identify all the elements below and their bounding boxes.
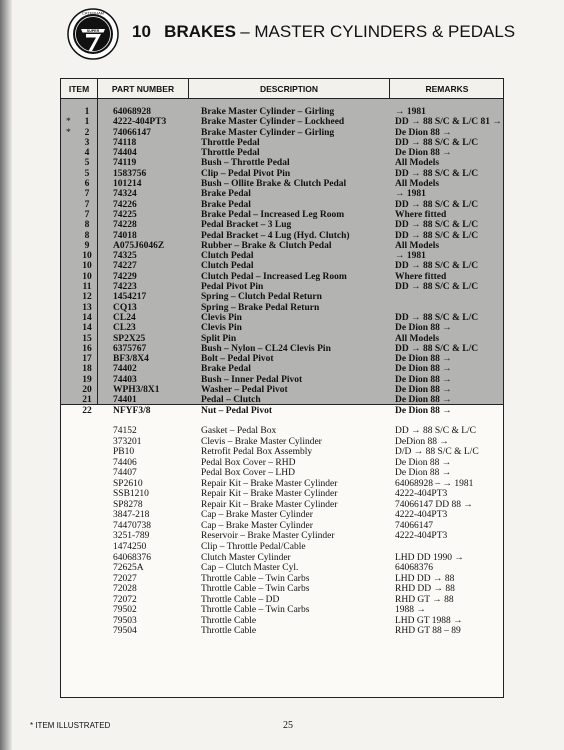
table-row (61, 605, 503, 616)
part-number: 72028 (113, 584, 137, 595)
item-number: 21 (82, 395, 92, 406)
item-number: 14 (82, 312, 92, 323)
part-number: 79503 (113, 615, 137, 626)
part-number: 373201 (113, 436, 142, 447)
remarks: 64068928 – → 1981 (395, 478, 474, 489)
item-number: 4 (84, 148, 90, 159)
description: Nut – Pedal Pivot (201, 405, 272, 416)
remarks: De Dion 88 → (395, 468, 452, 479)
part-number: 74403 (113, 374, 137, 385)
description: Bush – Throttle Pedal (201, 158, 290, 169)
table-row (61, 210, 503, 220)
remarks: De Dion 88 → (395, 395, 452, 406)
col-header-part: PART NUMBER (111, 84, 175, 94)
part-number: 74227 (113, 261, 137, 272)
item-number: 10 (82, 261, 92, 272)
remarks: → 1981 (395, 107, 426, 117)
table-row (61, 282, 503, 292)
table-header (61, 79, 503, 99)
item-number: 5 (84, 158, 90, 169)
part-number: 74401 (113, 395, 137, 406)
section-number: 10 (132, 22, 151, 41)
table-row (61, 158, 503, 168)
description: Repair Kit – Brake Master Cylinder (201, 499, 338, 510)
item-number: 2 (84, 127, 90, 138)
remarks: DD → 88 S/C & L/C (395, 343, 479, 354)
description: Washer – Pedal Pivot (201, 385, 288, 396)
description: Pedal Bracket – 3 Lug (201, 220, 292, 231)
table-row (61, 117, 503, 127)
description: Brake Master Cylinder – Lockheed (201, 117, 345, 128)
column-divider (188, 79, 189, 99)
description: Throttle Cable (201, 626, 257, 637)
table-row (61, 354, 503, 364)
part-number: 3847-218 (113, 510, 150, 521)
description: Throttle Cable (201, 615, 257, 626)
part-number: 74407 (113, 468, 137, 479)
description: Cap – Brake Master Cylinder (201, 520, 313, 531)
table-row (61, 200, 503, 210)
description: Pedal Box Cover – LHD (201, 468, 295, 479)
table-row (61, 169, 503, 179)
table-row (61, 251, 503, 261)
remarks: De Dion 88 → (395, 405, 452, 416)
remarks: DD → 88 S/C & L/C (395, 261, 479, 272)
part-number: SP8278 (113, 499, 143, 510)
item-number: 6 (84, 179, 90, 190)
part-number: WPH3/8X1 (113, 385, 160, 396)
part-number: 64068928 (113, 107, 151, 117)
part-number: PB10 (113, 447, 135, 458)
remarks: DD → 88 S/C & L/C (395, 282, 479, 293)
description: Throttle Pedal (201, 137, 260, 148)
description: Bush – Inner Pedal Pivot (201, 374, 303, 385)
item-number: 5 (84, 168, 90, 179)
remarks: Where fitted (395, 209, 447, 220)
part-number: 79502 (113, 605, 137, 616)
remarks: → 1981 (395, 189, 426, 200)
description: Bolt – Pedal Pivot (201, 354, 274, 365)
item-number: 15 (82, 333, 92, 344)
description: Clevis – Brake Master Cylinder (201, 436, 322, 447)
part-number: 74324 (113, 189, 137, 200)
description: Reservoir – Brake Master Cylinder (201, 531, 335, 542)
table-row (61, 189, 503, 199)
remarks: 4222-404PT3 (395, 489, 448, 500)
part-number: SSB1210 (113, 489, 149, 500)
item-number: 14 (82, 323, 92, 334)
remarks: De Dion 88 → (395, 127, 452, 138)
remarks: RHD DD → 88 (395, 584, 455, 595)
remarks: De Dion 88 → (395, 374, 452, 385)
item-number: 7 (84, 209, 90, 220)
part-number: 79504 (113, 626, 137, 637)
remarks: All Models (395, 333, 440, 344)
table-row (61, 241, 503, 251)
table-row (61, 344, 503, 354)
part-number: 74229 (113, 271, 137, 282)
item-number: 18 (82, 364, 92, 375)
page-binding-shadow (0, 0, 12, 750)
remarks: 4222-404PT3 (395, 531, 448, 542)
part-number: 4222-404PT3 (113, 117, 167, 128)
remarks: DD → 88 S/C & L/C (395, 230, 479, 241)
table-row (61, 563, 503, 574)
description: Throttle Pedal (201, 148, 260, 159)
table-row (61, 489, 503, 500)
description: Brake Pedal (201, 364, 251, 375)
description: Bush – Nylon – CL24 Clevis Pin (201, 343, 331, 354)
remarks: DD → 88 S/C & L/C 81 → (395, 117, 502, 128)
col-header-item: ITEM (68, 84, 90, 94)
part-number: 101214 (113, 179, 142, 190)
table-row (61, 626, 503, 637)
description: Throttle Cable – Twin Carbs (201, 584, 310, 595)
item-number: 3 (84, 137, 90, 148)
description: Retrofit Pedal Box Assembly (201, 447, 313, 458)
description: Pedal Bracket – 4 Lug (Hyd. Clutch) (201, 230, 350, 241)
section-subtitle: – MASTER CYLINDERS & PEDALS (240, 22, 516, 41)
table-row (61, 231, 503, 241)
item-number: 22 (82, 405, 92, 416)
table-row (61, 179, 503, 189)
remarks: DD → 88 S/C & L/C (395, 168, 479, 179)
column-divider (389, 79, 390, 99)
part-number: 74228 (113, 220, 137, 231)
remarks: De Dion 88 → (395, 323, 452, 334)
description: Bush – Ollite Brake & Clutch Pedal (201, 179, 347, 190)
description: Clutch Pedal (201, 251, 254, 262)
item-number: 20 (82, 385, 92, 396)
part-number: 72027 (113, 573, 137, 584)
part-number: 74223 (113, 282, 137, 293)
description: Clutch Master Cylinder (201, 552, 291, 563)
remarks: DD → 88 S/C & L/C (395, 312, 479, 323)
logo-text-mid: SUPER (86, 29, 100, 33)
description: Spring – Brake Pedal Return (201, 302, 320, 313)
item-number: 7 (84, 189, 90, 200)
description: Clutch Pedal (201, 261, 254, 272)
item-number: 9 (84, 240, 90, 251)
part-number: 74066147 (113, 127, 151, 138)
remarks: De Dion 88 → (395, 364, 452, 375)
table-row (61, 261, 503, 271)
remarks: DD → 88 S/C & L/C (395, 137, 479, 148)
description: Brake Master Cylinder – Girling (201, 127, 335, 138)
remarks: RHD GT → 88 (395, 594, 454, 605)
part-number: 74402 (113, 364, 137, 375)
description: Clevis Pin (201, 312, 242, 323)
remarks: LHD GT 1988 → (395, 615, 463, 626)
table-row (61, 364, 503, 374)
part-number: 72625A (113, 563, 144, 574)
item-number: 7 (84, 199, 90, 210)
table-row (61, 468, 503, 479)
remarks: LHD DD 1990 → (395, 552, 464, 563)
part-number: 74225 (113, 209, 137, 220)
part-number: 1474250 (113, 542, 147, 553)
part-number: 74226 (113, 199, 137, 210)
description: Brake Pedal (201, 189, 251, 200)
description: Brake Pedal – Increased Leg Room (201, 209, 345, 220)
item-number: 11 (82, 282, 92, 293)
illustrated-rows (61, 107, 503, 416)
table-row (61, 616, 503, 627)
description: Gasket – Pedal Box (201, 426, 277, 436)
part-number: 74118 (113, 137, 137, 148)
table-row (61, 574, 503, 585)
illustrated-note: * ITEM ILLUSTRATED (30, 721, 111, 730)
description: Clevis Pin (201, 323, 242, 334)
remarks: Where fitted (395, 271, 447, 282)
part-number: 74406 (113, 457, 137, 468)
description: Throttle Cable – Twin Carbs (201, 573, 310, 584)
table-row (61, 584, 503, 595)
other-rows (61, 426, 503, 637)
remarks: 74066147 (395, 520, 433, 531)
logo-text-top: CATERHAM (81, 10, 105, 16)
remarks: De Dion 88 → (395, 148, 452, 159)
part-number: 74404 (113, 148, 137, 159)
remarks: DD → 88 S/C & L/C (395, 426, 477, 436)
table-row (61, 542, 503, 553)
part-number: 1454217 (113, 292, 147, 303)
part-number: 74119 (113, 158, 137, 169)
table-row (61, 138, 503, 148)
part-number: 6375767 (113, 343, 147, 354)
description: Clutch Pedal – Increased Leg Room (201, 271, 347, 282)
part-number: 1583756 (113, 168, 147, 179)
logo-text-num: 7 (67, 8, 68, 9)
part-number: CQ13 (113, 302, 137, 313)
part-number: 74325 (113, 251, 137, 262)
col-header-desc: DESCRIPTION (259, 84, 319, 94)
description: Clip – Throttle Pedal/Cable (201, 542, 306, 553)
table-row (61, 375, 503, 385)
remarks: → 1981 (395, 251, 426, 262)
table-row (61, 303, 503, 313)
part-number: 3251-789 (113, 531, 150, 542)
remarks: De Dion 88 → (395, 457, 452, 468)
caterham-super-seven-logo (67, 8, 119, 60)
remarks: De Dion 88 → (395, 385, 452, 396)
remarks: De Dion 88 → (395, 354, 452, 365)
table-row (61, 458, 503, 469)
table-row (61, 595, 503, 606)
description: Pedal Pivot Pin (201, 282, 264, 293)
table-row (61, 313, 503, 323)
item-number: 17 (82, 354, 92, 365)
table-row (61, 334, 503, 344)
remarks: DeDion 88 → (395, 436, 449, 447)
part-number: SP2610 (113, 478, 143, 489)
description: Split Pin (201, 333, 237, 344)
part-number: SP2X25 (113, 333, 146, 344)
page-number: 25 (283, 720, 293, 731)
description: Clip – Pedal Pivot Pin (201, 168, 291, 179)
table-row (61, 500, 503, 511)
table-row (61, 553, 503, 564)
table-row (61, 323, 503, 333)
page-title (132, 22, 515, 42)
part-number: A075J6046Z (113, 240, 165, 251)
description: Repair Kit – Brake Master Cylinder (201, 478, 338, 489)
remarks: RHD GT 88 – 89 (395, 626, 461, 637)
table-row (61, 107, 503, 117)
remarks: 4222-404PT3 (395, 510, 448, 521)
item-number: 19 (82, 374, 92, 385)
table-row (61, 220, 503, 230)
section-title: BRAKES (164, 22, 236, 41)
item-number: 8 (84, 220, 90, 231)
remarks: All Models (395, 240, 440, 251)
item-number: 1 (84, 107, 90, 117)
table-row (61, 447, 503, 458)
table-row (61, 148, 503, 158)
part-number: NFYF3/8 (113, 405, 151, 416)
description: Cap – Brake Master Cylinder (201, 510, 313, 521)
table-row (61, 510, 503, 521)
item-number: 12 (82, 292, 92, 303)
table-row (61, 479, 503, 490)
item-number: 10 (82, 271, 92, 282)
part-number: 74152 (113, 426, 137, 436)
table-row (61, 395, 503, 405)
remarks: D/D → 88 S/C & L/C (395, 447, 479, 458)
remarks: DD → 88 S/C & L/C (395, 199, 479, 210)
remarks: 64068376 (395, 563, 433, 574)
col-header-remarks: REMARKS (425, 84, 469, 94)
item-number: 10 (82, 251, 92, 262)
part-number: 74470738 (113, 520, 151, 531)
description: Pedal Box Cover – RHD (201, 457, 296, 468)
illustrated-marker: * (66, 117, 71, 128)
description: Brake Master Cylinder – Girling (201, 107, 335, 117)
item-number: 8 (84, 230, 90, 241)
remarks: All Models (395, 158, 440, 169)
remarks: All Models (395, 179, 440, 190)
description: Brake Pedal (201, 199, 251, 210)
item-number: 1 (84, 117, 90, 128)
table-row (61, 128, 503, 138)
parts-table (60, 78, 504, 698)
remarks: DD → 88 S/C & L/C (395, 220, 479, 231)
description: Cap – Clutch Master Cyl. (201, 563, 299, 574)
part-number: 72072 (113, 594, 137, 605)
remarks: 74066147 DD 88 → (395, 499, 473, 510)
table-row (61, 292, 503, 302)
table-row (61, 385, 503, 395)
description: Rubber – Brake & Clutch Pedal (201, 240, 332, 251)
description: Repair Kit – Brake Master Cylinder (201, 489, 338, 500)
description: Throttle Cable – DD (201, 594, 280, 605)
remarks: 1988 → (395, 605, 426, 616)
item-number: 13 (82, 302, 92, 313)
table-row (61, 272, 503, 282)
part-number: CL23 (113, 323, 136, 334)
part-number: CL24 (113, 312, 136, 323)
illustrated-marker: * (66, 127, 71, 138)
table-row (61, 426, 503, 437)
part-number: 64068376 (113, 552, 151, 563)
table-row (61, 406, 503, 416)
part-number: 74018 (113, 230, 137, 241)
description: Throttle Cable – Twin Carbs (201, 605, 310, 616)
part-number: BF3/8X4 (113, 354, 149, 365)
description: Pedal – Clutch (201, 395, 261, 406)
table-row (61, 521, 503, 532)
remarks: LHD DD → 88 (395, 573, 455, 584)
description: Spring – Clutch Pedal Return (201, 292, 322, 303)
table-row (61, 437, 503, 448)
table-row (61, 531, 503, 542)
item-number: 16 (82, 343, 92, 354)
